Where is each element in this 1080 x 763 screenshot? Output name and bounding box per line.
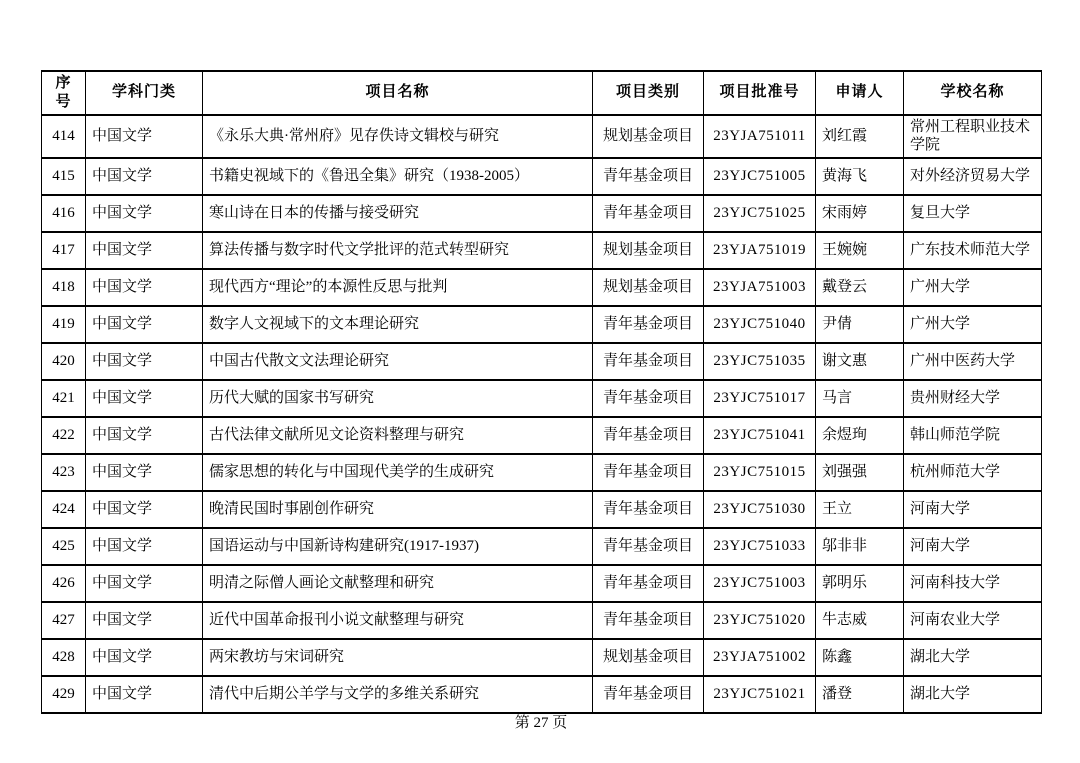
table-cell: 杭州师范大学 — [904, 454, 1042, 491]
header-cell: 学科门类 — [86, 71, 203, 115]
projects-table — [41, 70, 1042, 714]
table-cell: 规划基金项目 — [593, 115, 704, 159]
table-cell: 23YJC751033 — [704, 528, 816, 565]
table-cell: 424 — [42, 491, 86, 528]
table-cell: 河南科技大学 — [904, 565, 1042, 602]
table-cell: 中国文学 — [86, 115, 203, 159]
table-row — [42, 528, 1042, 565]
table-cell: 规划基金项目 — [593, 269, 704, 306]
table-cell: 规划基金项目 — [593, 639, 704, 676]
table-cell: 青年基金项目 — [593, 158, 704, 195]
table-cell: 寒山诗在日本的传播与接受研究 — [203, 195, 593, 232]
table-row — [42, 115, 1042, 159]
table-cell: 中国文学 — [86, 528, 203, 565]
table-cell: 广州中医药大学 — [904, 343, 1042, 380]
table-cell: 425 — [42, 528, 86, 565]
table-row — [42, 195, 1042, 232]
table-cell: 419 — [42, 306, 86, 343]
page-number: 第 27 页 — [514, 715, 568, 731]
table-row — [42, 269, 1042, 306]
table-cell: 23YJC751020 — [704, 602, 816, 639]
table-cell: 417 — [42, 232, 86, 269]
table-cell: 清代中后期公羊学与文学的多维关系研究 — [203, 676, 593, 713]
table-cell: 河南大学 — [904, 528, 1042, 565]
table-cell: 尹倩 — [816, 306, 904, 343]
table-cell: 王立 — [816, 491, 904, 528]
table-cell: 刘红霞 — [816, 115, 904, 159]
table-cell: 416 — [42, 195, 86, 232]
table-cell: 黄海飞 — [816, 158, 904, 195]
table-cell: 23YJA751003 — [704, 269, 816, 306]
table-cell: 426 — [42, 565, 86, 602]
header-cell: 学校名称 — [904, 71, 1042, 115]
table-cell: 中国文学 — [86, 269, 203, 306]
table-cell: 23YJA751011 — [704, 115, 816, 159]
table-row — [42, 380, 1042, 417]
table-cell: 青年基金项目 — [593, 602, 704, 639]
table-cell: 418 — [42, 269, 86, 306]
table-row — [42, 417, 1042, 454]
table-row — [42, 676, 1042, 713]
table-cell: 中国文学 — [86, 195, 203, 232]
table-cell: 牛志威 — [816, 602, 904, 639]
table-row — [42, 306, 1042, 343]
header-cell: 项目批准号 — [704, 71, 816, 115]
table-cell: 420 — [42, 343, 86, 380]
table-cell: 韩山师范学院 — [904, 417, 1042, 454]
table-cell: 423 — [42, 454, 86, 491]
table-cell: 23YJC751015 — [704, 454, 816, 491]
table-cell: 王婉婉 — [816, 232, 904, 269]
table-cell: 青年基金项目 — [593, 343, 704, 380]
table-cell: 对外经济贸易大学 — [904, 158, 1042, 195]
table-row — [42, 343, 1042, 380]
table-cell: 戴登云 — [816, 269, 904, 306]
table-cell: 青年基金项目 — [593, 528, 704, 565]
table-cell: 刘强强 — [816, 454, 904, 491]
table-cell: 算法传播与数字时代文学批评的范式转型研究 — [203, 232, 593, 269]
table-header-row — [42, 71, 1042, 115]
table-cell: 23YJC751021 — [704, 676, 816, 713]
table-cell: 中国文学 — [86, 417, 203, 454]
table-cell: 陈鑫 — [816, 639, 904, 676]
table-cell: 潘登 — [816, 676, 904, 713]
table-cell: 427 — [42, 602, 86, 639]
table-cell: 《永乐大典·常州府》见存佚诗文辑校与研究 — [203, 115, 593, 159]
table-cell: 23YJC751025 — [704, 195, 816, 232]
header-cell: 项目名称 — [203, 71, 593, 115]
table-cell: 两宋教坊与宋词研究 — [203, 639, 593, 676]
table-cell: 儒家思想的转化与中国现代美学的生成研究 — [203, 454, 593, 491]
table-cell: 国语运动与中国新诗构建研究(1917-1937) — [203, 528, 593, 565]
table-cell: 中国文学 — [86, 676, 203, 713]
header-cell: 序号 — [42, 71, 86, 115]
table-body — [42, 115, 1042, 714]
table-cell: 中国文学 — [86, 639, 203, 676]
table-cell: 青年基金项目 — [593, 417, 704, 454]
table-cell: 青年基金项目 — [593, 676, 704, 713]
table-cell: 23YJC751041 — [704, 417, 816, 454]
table-cell: 谢文惠 — [816, 343, 904, 380]
table-cell: 河南大学 — [904, 491, 1042, 528]
table-row — [42, 158, 1042, 195]
table-cell: 广东技术师范大学 — [904, 232, 1042, 269]
table-cell: 中国文学 — [86, 565, 203, 602]
table-cell: 421 — [42, 380, 86, 417]
table-cell: 河南农业大学 — [904, 602, 1042, 639]
table-cell: 青年基金项目 — [593, 195, 704, 232]
table-row — [42, 639, 1042, 676]
table-row — [42, 454, 1042, 491]
table-cell: 23YJC751030 — [704, 491, 816, 528]
table-cell: 中国文学 — [86, 306, 203, 343]
table-cell: 429 — [42, 676, 86, 713]
table-cell: 常州工程职业技术学院 — [904, 115, 1042, 159]
table-cell: 23YJA751002 — [704, 639, 816, 676]
header-cell: 申请人 — [816, 71, 904, 115]
table-cell: 湖北大学 — [904, 639, 1042, 676]
table-cell: 23YJC751017 — [704, 380, 816, 417]
table-cell: 中国文学 — [86, 158, 203, 195]
table-cell: 郭明乐 — [816, 565, 904, 602]
table-cell: 中国文学 — [86, 232, 203, 269]
table-cell: 青年基金项目 — [593, 306, 704, 343]
table-cell: 规划基金项目 — [593, 232, 704, 269]
table-cell: 23YJC751040 — [704, 306, 816, 343]
table-cell: 历代大赋的国家书写研究 — [203, 380, 593, 417]
table-cell: 青年基金项目 — [593, 565, 704, 602]
table-cell: 湖北大学 — [904, 676, 1042, 713]
table-cell: 中国文学 — [86, 380, 203, 417]
table-cell: 青年基金项目 — [593, 380, 704, 417]
table-cell: 422 — [42, 417, 86, 454]
table-cell: 现代西方“理论”的本源性反思与批判 — [203, 269, 593, 306]
table-cell: 414 — [42, 115, 86, 159]
table-cell: 428 — [42, 639, 86, 676]
header-cell: 项目类别 — [593, 71, 704, 115]
table-cell: 23YJC751005 — [704, 158, 816, 195]
table-cell: 青年基金项目 — [593, 454, 704, 491]
table-cell: 中国文学 — [86, 343, 203, 380]
table-cell: 近代中国革命报刊小说文献整理与研究 — [203, 602, 593, 639]
table-cell: 贵州财经大学 — [904, 380, 1042, 417]
table-cell: 广州大学 — [904, 269, 1042, 306]
table-cell: 明清之际僧人画论文献整理和研究 — [203, 565, 593, 602]
table-cell: 中国文学 — [86, 491, 203, 528]
table-row — [42, 602, 1042, 639]
table-cell: 晚清民国时事剧创作研究 — [203, 491, 593, 528]
table-cell: 邬非非 — [816, 528, 904, 565]
table-row — [42, 232, 1042, 269]
table-cell: 23YJC751035 — [704, 343, 816, 380]
table-cell: 中国文学 — [86, 602, 203, 639]
table-cell: 马言 — [816, 380, 904, 417]
table-cell: 复旦大学 — [904, 195, 1042, 232]
table-cell: 宋雨婷 — [816, 195, 904, 232]
table-cell: 书籍史视域下的《鲁迅全集》研究（1938-2005） — [203, 158, 593, 195]
table-row — [42, 565, 1042, 602]
table-cell: 415 — [42, 158, 86, 195]
table-cell: 23YJA751019 — [704, 232, 816, 269]
table-cell: 青年基金项目 — [593, 491, 704, 528]
table-row — [42, 491, 1042, 528]
table-cell: 中国古代散文文法理论研究 — [203, 343, 593, 380]
table-cell: 古代法律文献所见文论资料整理与研究 — [203, 417, 593, 454]
table-cell: 数字人文视域下的文本理论研究 — [203, 306, 593, 343]
table-cell: 广州大学 — [904, 306, 1042, 343]
table-cell: 余煜珣 — [816, 417, 904, 454]
table-cell: 中国文学 — [86, 454, 203, 491]
table-cell: 23YJC751003 — [704, 565, 816, 602]
